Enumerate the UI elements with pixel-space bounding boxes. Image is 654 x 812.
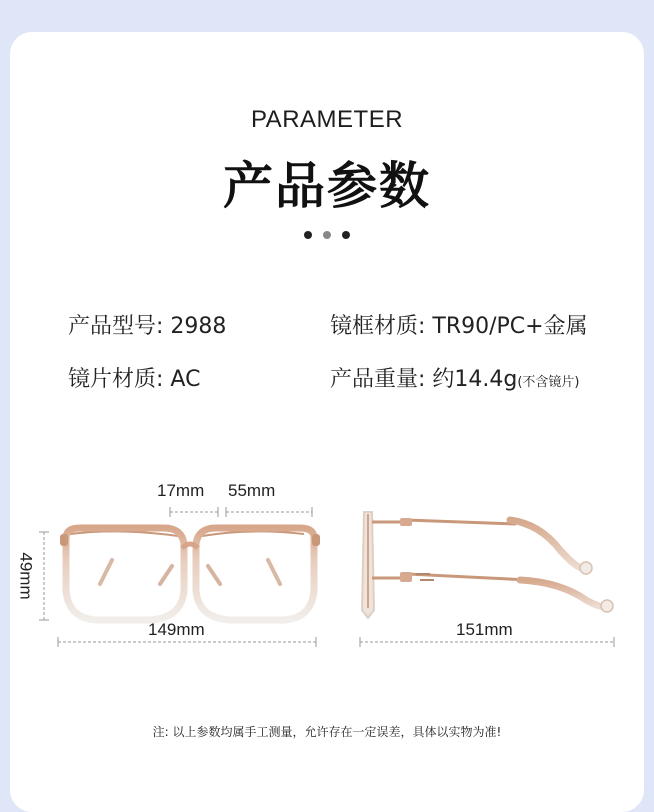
front-view [60,528,320,620]
spec-lens-material: 镜片材质: AC [68,367,201,392]
spec-model: 产品型号: 2988 [68,314,227,339]
dim-bridge: 17mm [157,481,205,500]
section-title: 产品参数 [223,157,431,215]
side-view [362,512,613,618]
dim-temple-length: 151mm [456,620,513,639]
measurement-note: 注: 以上参数均属手工测量，允许存在一定误差，具体以实物为准! [152,725,502,739]
dim-frame-width: 149mm [148,620,205,639]
dim-lens-width: 55mm [228,481,276,500]
spec-weight-note: (不含镜片) [517,375,580,390]
spec-weight-value: 产品重量: 约14.4g [330,367,518,392]
section-kicker: PARAMETER [250,106,404,133]
dim-lens-height: 49mm [16,552,36,600]
spec-frame-material: 镜框材质: TR90/PC+金属 [330,314,588,339]
